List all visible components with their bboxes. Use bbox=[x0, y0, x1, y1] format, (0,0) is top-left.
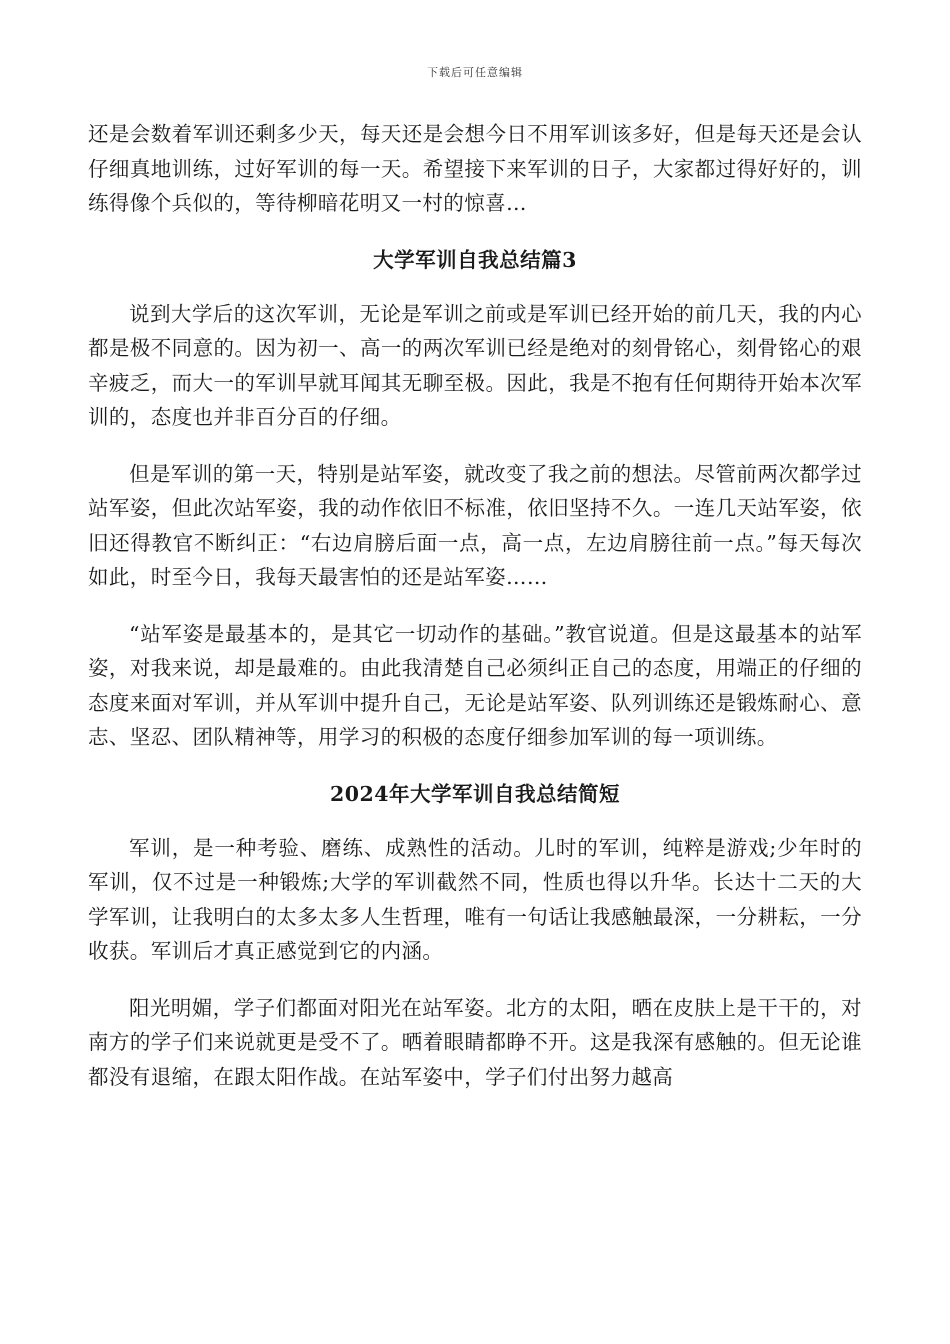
paragraph: 但是军训的第一天，特别是站军姿，就改变了我之前的想法。尽管前两次都学过站军姿，但此次站军姿，我的动作依旧不标准，依旧坚持不久。一连几天站军姿，依旧还得教官不断纠正：“右边肩膀后面一点，高一点，左边肩膀往前一点。”每天每次如此，时至今日，我每天最害怕的还是站军姿…… bbox=[88, 461, 862, 589]
paragraph-continued: 还是会数着军训还剩多少天，每天还是会想今日不用军训该多好，但是每天还是会认仔细真地训练，过好军训的每一天。希望接下来军训的日子，大家都过得好好的，训练得像个兵似的，等待柳暗花明又一村的惊喜… bbox=[88, 122, 862, 215]
section-heading-part3: 大学军训自我总结篇3 bbox=[373, 247, 577, 272]
paragraph: “站军姿是最基本的，是其它一切动作的基础。”教官说道。但是这最基本的站军姿，对我来说，却是最难的。由此我清楚自己必须纠正自己的态度，用端正的仔细的态度来面对军训，并从军训中提升自己，无论是站军姿、队列训练还是锻炼耐心、意志、坚忍、团队精神等，用学习的积极的态度仔细参加军训的每一项训练。 bbox=[88, 621, 862, 749]
paragraph: 阳光明媚，学子们都面对阳光在站军姿。北方的太阳，晒在皮肤上是干干的，对南方的学子们来说就更是受不了。晒着眼睛都睁不开。这是我深有感触的。但无论谁都没有退缩，在跟太阳作战。在站军姿中，学子们付出努力越高 bbox=[88, 995, 862, 1089]
paragraph: 说到大学后的这次军训，无论是军训之前或是军训已经开始的前几天，我的内心都是极不同意的。因为初一、高一的两次军训已经是绝对的刻骨铭心，刻骨铭心的艰辛疲乏，而大一的军训早就耳闻其无聊至极。因此，我是不抱有任何期待开始本次军训的，态度也并非百分百的仔细。 bbox=[88, 301, 862, 429]
paragraph: 军训，是一种考验、磨练、成熟性的活动。儿时的军训，纯粹是游戏;少年时的军训，仅不过是一种锻炼;大学的军训截然不同，性质也得以升华。长达十二天的大学军训，让我明白的太多太多人生哲理，唯有一句话让我感触最深，一分耕耘，一分收获。军训后才真正感觉到它的内涵。 bbox=[88, 835, 862, 963]
document-body bbox=[88, 117, 862, 1116]
page-header: 下载后可任意编辑 bbox=[427, 66, 523, 79]
section-heading-2024: 2024年大学军训自我总结简短 bbox=[329, 781, 621, 806]
